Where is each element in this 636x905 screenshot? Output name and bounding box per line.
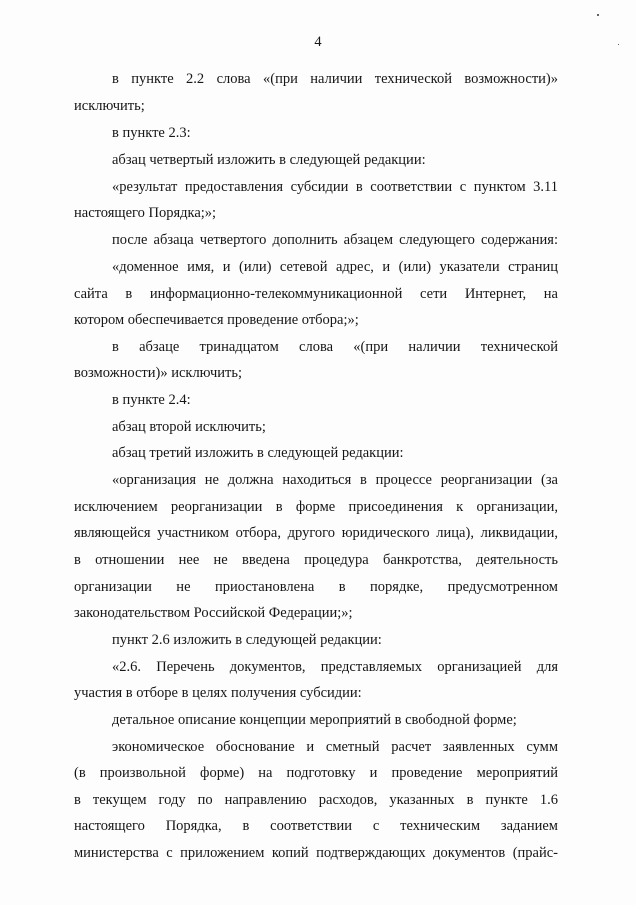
page-number: 4: [314, 34, 322, 50]
text-line: настоящего Порядка, в соответствии с техническим заданием: [74, 818, 558, 834]
text-line: «доменное имя, и (или) сетевой адрес, и (или) указатели страниц: [112, 259, 558, 275]
text-line: после абзаца четвертого дополнить абзацем следующего содержания:: [112, 232, 558, 248]
text-line: настоящего Порядка;»;: [74, 205, 217, 221]
text-line: в текущем году по направлению расходов, указанных в пункте 1.6: [74, 792, 558, 808]
text-line: исключить;: [74, 98, 145, 114]
text-line: являющейся участником отбора, другого юридического лица), ликвидации,: [74, 525, 558, 541]
text-line: котором обеспечивается проведение отбора;»;: [74, 312, 359, 328]
text-line: в отношении нее не введена процедура банкротства, деятельность: [74, 552, 558, 568]
scan-speck: [597, 14, 599, 16]
text-line: детальное описание концепции мероприятий в свободной форме;: [112, 712, 517, 728]
text-line: абзац четвертый изложить в следующей редакции:: [112, 152, 426, 168]
text-line: абзац второй исключить;: [112, 419, 266, 435]
text-line: министерства с приложением копий подтверждающих документов (прайс-: [74, 845, 558, 861]
text-line: экономическое обоснование и сметный расчет заявленных сумм: [112, 739, 558, 755]
text-line: в пункте 2.3:: [112, 125, 191, 141]
text-line: «результат предоставления субсидии в соответствии с пунктом 3.11: [112, 179, 558, 195]
text-line: исключением реорганизации в форме присоединения к организации,: [74, 499, 558, 515]
text-line: в абзаце тринадцатом слова «(при наличии технической: [112, 339, 558, 355]
text-line: «организация не должна находиться в процессе реорганизации (за: [112, 472, 558, 488]
text-line: возможности)» исключить;: [74, 365, 242, 381]
scan-speck: [618, 44, 619, 45]
text-line: в пункте 2.2 слова «(при наличии технической возможности)»: [112, 71, 558, 87]
text-line: абзац третий изложить в следующей редакции:: [112, 445, 404, 461]
text-line: законодательством Российской Федерации;»;: [74, 605, 353, 621]
text-line: пункт 2.6 изложить в следующей редакции:: [112, 632, 382, 648]
text-line: организации не приостановлена в порядке, предусмотренном: [74, 579, 558, 595]
text-line: участия в отборе в целях получения субсидии:: [74, 685, 362, 701]
text-line: в пункте 2.4:: [112, 392, 191, 408]
text-line: «2.6. Перечень документов, представляемых организацией для: [112, 659, 558, 675]
text-line: (в произвольной форме) на подготовку и проведение мероприятий: [74, 765, 558, 781]
text-line: сайта в информационно-телекоммуникационной сети Интернет, на: [74, 286, 558, 302]
